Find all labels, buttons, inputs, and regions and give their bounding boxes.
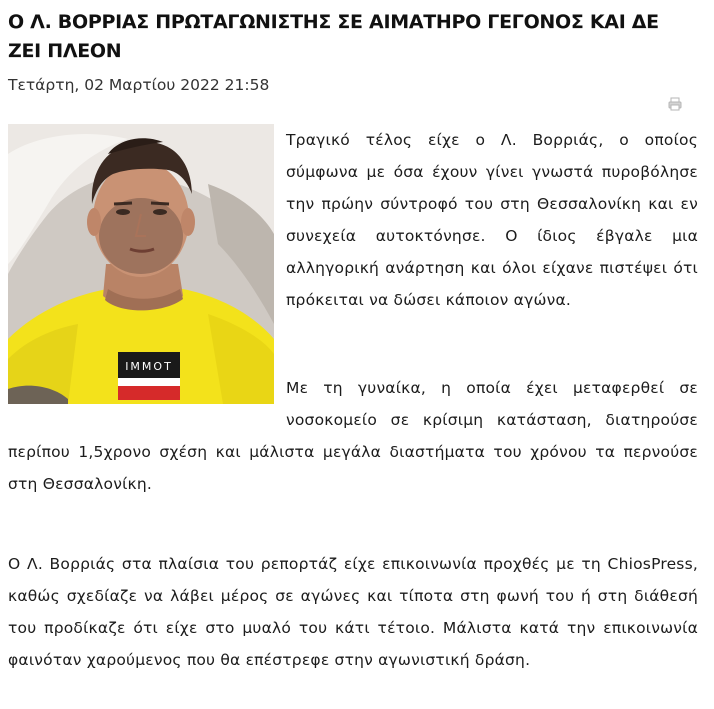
- article-photo: [8, 124, 274, 404]
- article: [8, 0, 698, 669]
- svg-text:IMMOT: IMMOT: [125, 360, 173, 373]
- paragraph-3: Ο Λ. Βορριάς στα πλαίσια του ρεπορτάζ είχε επικοινωνία προχθές με τη ChiosPress, καθώς σχεδίαζε να λάβει μέρος σε αγώνες και τίποτα στη φωνή του ή στη διάθεσή του προδίκαζε ότι είχε στο μυαλό του κάτι τέτοιο. Μάλιστα κατά την επικοινωνία φαινόταν χαρούμενος που θα επέστρεφε στην αγωνιστική δράση.: [8, 555, 698, 669]
- paragraph-2: Με τη γυναίκα, η οποία έχει μεταφερθεί σε νοσοκομείο σε κρίσιμη κατάσταση, διατηρούσε περίπου 1,5χρονο σχέση και μάλιστα μεγάλα διαστήματα του χρόνου τα περνούσε στη Θεσσαλονίκη.: [8, 379, 698, 493]
- paragraph-1: Τραγικό τέλος είχε ο Λ. Βορριάς, ο οποίος σύμφωνα με όσα έχουν γίνει γνωστά πυροβόλησε την πρώην σύντροφό του στη Θεσσαλονίκη και εν συνεχεία αυτοκτόνησε. Ο ίδιος έβγαλε μια αλληγορική ανάρτηση και όλοι είχανε πιστέψει ότι πρόκειται να δώσει κάποιον αγώνα.: [286, 131, 698, 309]
- article-date: Τετάρτη, 02 Μαρτίου 2022 21:58: [8, 76, 270, 94]
- article-body: [8, 124, 698, 676]
- print-icon[interactable]: [668, 97, 682, 111]
- article-title: Ο Λ. ΒΟΡΡΙΑΣ ΠΡΩΤΑΓΩΝΙΣΤΗΣ ΣΕ ΑΙΜΑΤΗΡΟ ΓΕΓΟΝΟΣ ΚΑΙ ΔΕ ΖΕΙ ΠΛΕΟΝ: [8, 11, 659, 62]
